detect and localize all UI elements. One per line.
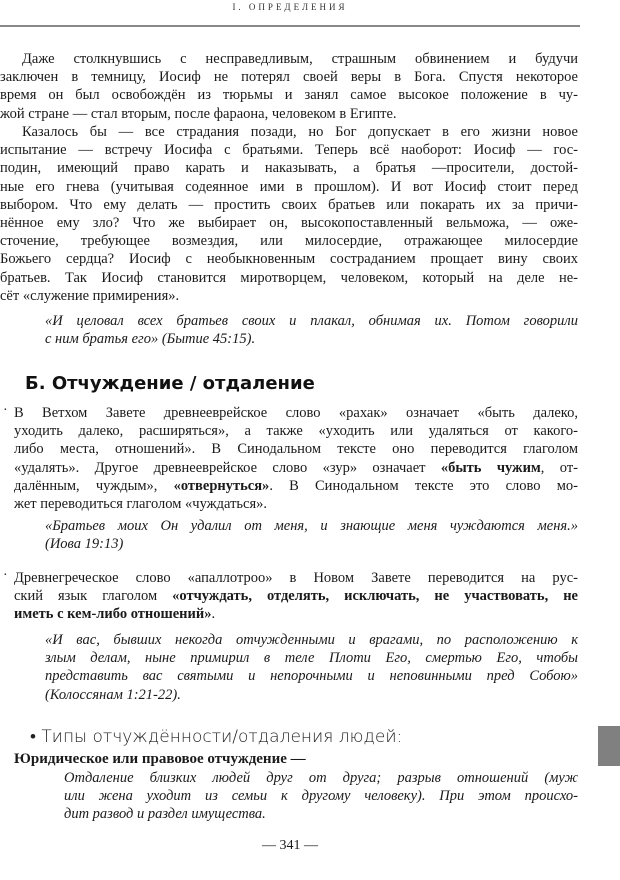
text-line bbox=[0, 141, 578, 159]
text-run: «удалять». Другое древнееврейское слово «зур» означает bbox=[14, 459, 441, 476]
text-run: сёт «служение примирения». bbox=[0, 287, 180, 304]
bullet-icon: · bbox=[3, 568, 8, 583]
text-run: жой стране — стал вторым, после фараона, человеком в Египте. bbox=[0, 105, 397, 122]
text-run: . bbox=[211, 606, 216, 623]
header-rule bbox=[0, 25, 580, 27]
text-line bbox=[14, 477, 578, 495]
text-run: братьев. Так Иосиф становится миротворцем, человеком, который на деле не- bbox=[0, 269, 578, 286]
quote-line bbox=[45, 330, 578, 348]
text-line bbox=[0, 269, 578, 287]
text-run: Казалось бы — все страдания позади, но Бог допускает в его жизни новое bbox=[22, 124, 578, 140]
text-line bbox=[14, 605, 578, 623]
quote-line bbox=[64, 769, 578, 787]
text-run: «И целовал всех братьев своих и плакал, обнимая их. Потом говорили bbox=[45, 313, 578, 329]
page-number: — 341 — bbox=[262, 838, 318, 853]
section-heading: Б. Отчуждение / отдаление bbox=[25, 373, 315, 394]
text-line bbox=[22, 123, 578, 141]
text-run: В Ветхом Завете древнееврейское слово «рахак» означает «быть далеко, bbox=[14, 405, 578, 421]
text-line bbox=[14, 404, 578, 422]
text-line bbox=[0, 86, 578, 104]
types-heading: • Типы отчуждённости/отдаления людей: bbox=[30, 727, 403, 747]
text-run: дит развод и раздел имущества. bbox=[64, 806, 266, 823]
text-run: (Колоссянам 1:21-22). bbox=[45, 686, 181, 703]
text-run: время он был освобождён из тюрьмы и занял самое высокое положение в чу- bbox=[0, 87, 578, 104]
quote-line bbox=[45, 312, 578, 330]
text-run: , от- bbox=[540, 459, 578, 476]
text-line bbox=[14, 459, 578, 477]
text-run: с ним братья его» (Бытие 45:15). bbox=[45, 331, 256, 348]
text-line bbox=[0, 105, 578, 123]
text-run: Отдаление близких людей друг от друга; разрыв отношений (муж bbox=[64, 770, 578, 786]
quote-line bbox=[45, 631, 578, 649]
bold-text: иметь с кем-либо отношений» bbox=[14, 606, 212, 623]
text-run: испытание — встречу Иосифа с братьями. Теперь всё наоборот: Иосиф — гос- bbox=[0, 142, 578, 159]
chapter-thumb-tab bbox=[598, 726, 620, 766]
bold-text: «быть чужим bbox=[440, 459, 541, 476]
legal-term: Юридическое или правовое отчуждение — bbox=[14, 751, 306, 767]
text-run: Божьего сердца? Иосиф с необыкновенным состраданием прощает вину своих bbox=[0, 251, 578, 268]
text-run: или жена уходит из семьи к другому человеку). При этом происхо- bbox=[64, 788, 578, 805]
text-line bbox=[0, 178, 578, 196]
text-run: выбором. Что ему делать — простить своих братьев или покарать их за причи- bbox=[0, 196, 578, 213]
quote-line bbox=[64, 805, 578, 823]
text-run: (Иова 19:13) bbox=[45, 536, 124, 553]
text-line bbox=[0, 159, 578, 177]
text-run: «И вас, бывших некогда отчужденными и врагами, по расположению к bbox=[45, 632, 578, 648]
text-run: либо места, отношений». В Синодальном тексте оно переводится глаголом bbox=[14, 441, 578, 458]
bullet-icon: · bbox=[3, 403, 8, 418]
quote-line bbox=[45, 535, 578, 553]
text-run: заключен в темницу, Иосиф не потерял своей веры в Бога. Спустя некоторое bbox=[0, 69, 578, 86]
text-line bbox=[0, 250, 578, 268]
quote-line bbox=[45, 686, 578, 704]
running-header: I. ОПРЕДЕЛЕНИЯ bbox=[232, 2, 348, 12]
text-line bbox=[0, 68, 578, 86]
text-run: уходить далеко, расширяться», а также «уходить или удаляться от какого- bbox=[14, 423, 578, 440]
text-run: Древнегреческое слово «апаллотроо» в Новом Завете переводится на рус- bbox=[14, 570, 578, 586]
bold-text: «отчуждать, отделять, исключать, не участвовать, не bbox=[172, 588, 578, 605]
text-line bbox=[14, 440, 578, 458]
text-line bbox=[14, 587, 578, 605]
text-line bbox=[0, 232, 578, 250]
text-run: подин, имеющий право карать и наказывать, а братья —просители, достой- bbox=[0, 160, 578, 177]
quote-line bbox=[45, 649, 578, 667]
quote-line bbox=[64, 787, 578, 805]
text-run: . В Синодальном тексте это слово мо- bbox=[269, 477, 578, 494]
text-line bbox=[0, 196, 578, 214]
text-line bbox=[0, 287, 578, 305]
text-run: ные его гнева (учитывая содеянное ими в прошлом). И вот Иосиф стоит перед bbox=[0, 178, 578, 195]
text-run: злым делам, ныне примирил в теле Плоти Его, смертью Его, чтобы bbox=[45, 650, 578, 667]
text-run: далённым, чуждым», bbox=[14, 477, 174, 494]
text-run: представить вас святыми и непорочными и неповинными пред Собою» bbox=[45, 668, 578, 685]
text-run: сточение, требующее возмездия, или милосердие, отражающее милосердие bbox=[0, 233, 578, 250]
text-run: нённое ему зло? Что же выбирает он, высокопоставленный вельможа, — оже- bbox=[0, 215, 578, 231]
text-line bbox=[0, 214, 578, 232]
text-line bbox=[22, 50, 578, 68]
quote-line bbox=[45, 667, 578, 685]
text-run: жет переводиться глаголом «чуждаться». bbox=[14, 496, 268, 512]
bold-text: «отвернуться» bbox=[173, 477, 270, 494]
text-line bbox=[14, 495, 578, 513]
text-run: ский язык глаголом bbox=[14, 588, 173, 605]
text-line bbox=[14, 569, 578, 587]
text-line bbox=[14, 422, 578, 440]
text-run: «Братьев моих Он удалил от меня, и знающие меня чуждаются меня.» bbox=[45, 518, 578, 534]
text-run: Даже столкнувшись с несправедливым, страшным обвинением и будучи bbox=[22, 51, 578, 67]
quote-line bbox=[45, 517, 578, 535]
